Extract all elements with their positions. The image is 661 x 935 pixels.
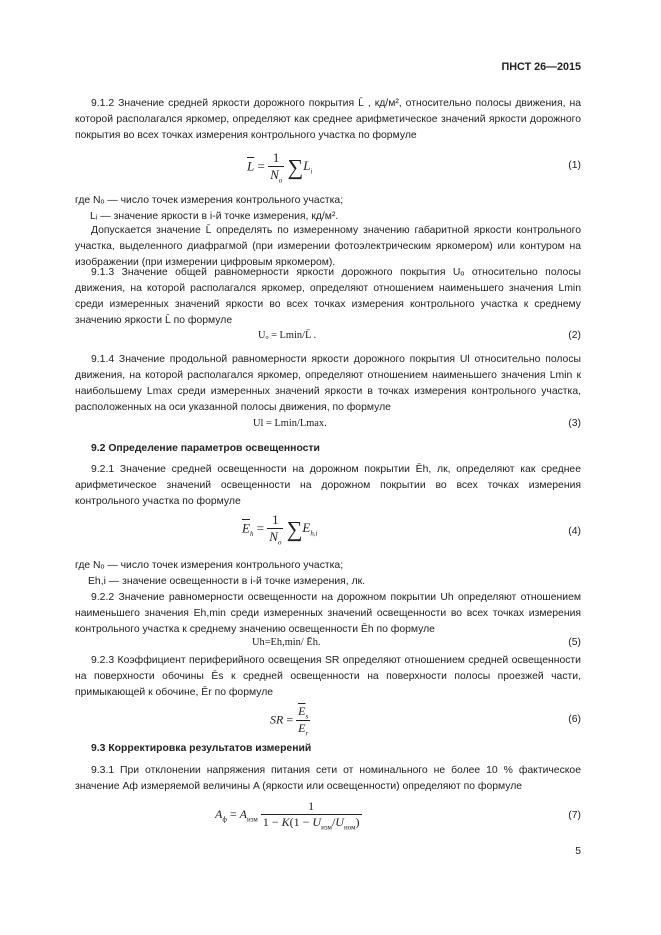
section-9-3-heading: 9.3 Корректировка результатов измерений — [91, 743, 312, 754]
para-9-1-4: 9.1.4 Значение продольной равномерности яркости дорожного покрытия Ul относительно полосы движения, на которой располагался яркомер, определяют отношением наименьшего значения Lmin к наибольшему Lmax среди измеренных значений яркости в точках измерения контрольного участка, расположенных на оси указанной полосы движения, по формуле — [75, 354, 581, 413]
para-9-2-3: 9.2.3 Коэффициент периферийного освещения SR определяют отношением средней освещенности на поверхности обочины Ēs к средней освещенности на поверхности полосы проезжей части, примыкающей к обочине, Ēr по формуле — [75, 655, 581, 698]
para-9-3-1: 9.3.1 При отклонении напряжения питания сети от номинального не более 10 % фактическое значение Aф измеряемой величины A (яркости или освещенности) определяют по формуле — [75, 765, 581, 792]
formula-2-number: (2) — [568, 330, 581, 341]
formula-7-number: (7) — [568, 810, 581, 821]
para-allow: Допускается значение L̄ определять по измеренному значению габаритной яркости контрольного участка, выделенного диафрагмой (при измерении фотоэлектрическим яркомером) или контуром на изображении (при измерении цифровым яркомером). — [75, 225, 581, 268]
formula-2: Uₒ = Lmin/L̄ . — [258, 330, 317, 341]
formula-6: SR = $\frac{\overline{E}_s}{\overline{E}_r}$ — [270, 704, 309, 738]
formula-7: $A_ф = A_{изм}$ $\frac{1}{1 - K(1 - U_{изм}/U_{ном})}$ — [215, 799, 360, 832]
formula-6-number: (6) — [568, 714, 581, 725]
formula-3-number: (3) — [568, 418, 581, 429]
page-header: ПНСТ 26—2015 — [501, 61, 581, 73]
where-1a: где Nₒ — число точек измерения контрольного участка; — [75, 195, 344, 206]
para-9-2-2: 9.2.2 Значение равномерности освещенности на дорожном покрытии Uh определяют отношением наименьшего значения Eh,min среди измеренных значений освещенности во всех точках измерения контрольного участка к среднему значению освещенности Ēh по формуле — [75, 592, 581, 635]
formula-5: Uh=Eh,min/ Ēh. — [252, 637, 321, 648]
para-9-2-1: 9.2.1 Значение средней освещенности на дорожном покрытии Ēh, лк, определяют как среднее арифметическое значений освещенности на дорожном покрытии во всех точках измерения контрольного участка по формуле — [75, 464, 581, 507]
formula-1-number: (1) — [568, 160, 581, 171]
formula-4-number: (4) — [568, 526, 581, 537]
formula-1: $\overline{L}$ = $\frac{1}{N_o}$ $\sum L_i$ — [247, 150, 313, 185]
para-9-1-3: 9.1.3 Значение общей равномерности яркости дорожного покрытия Uₒ относительно полосы движения, на которой располагался яркомер, определяют отношением наименьшего значения Lmin среди измеренных значений яркости во всех точках измерения контрольного участка к среднему значению яркости L̄ по формуле — [75, 267, 581, 326]
section-9-2-heading: 9.2 Определение параметров освещенности — [91, 443, 320, 454]
formula-3: Ul = Lmin/Lmax. — [253, 418, 327, 429]
page-number: 5 — [575, 846, 581, 857]
formula-4: $\overline{E}_h$ = $\frac{1}{N_o}$ $\sum E_{h,i}$ — [242, 512, 318, 547]
where-4b: Eh,i — значение освещенности в i-й точке измерения, лк. — [88, 576, 366, 587]
where-1b: Lᵢ — значение яркости в i-й точке измерения, кд/м². — [90, 211, 339, 222]
where-4a: где Nₒ — число точек измерения контрольного участка; — [75, 560, 344, 571]
formula-5-number: (5) — [568, 637, 581, 648]
para-9-1-2: 9.1.2 Значение средней яркости дорожного покрытия L̄ , кд/м², относительно полосы движения, на которой располагался яркомер, определяют как среднее арифметическое значений яркости дорожного покрытия во всех точках измерения контрольного участка по формуле — [75, 98, 581, 141]
